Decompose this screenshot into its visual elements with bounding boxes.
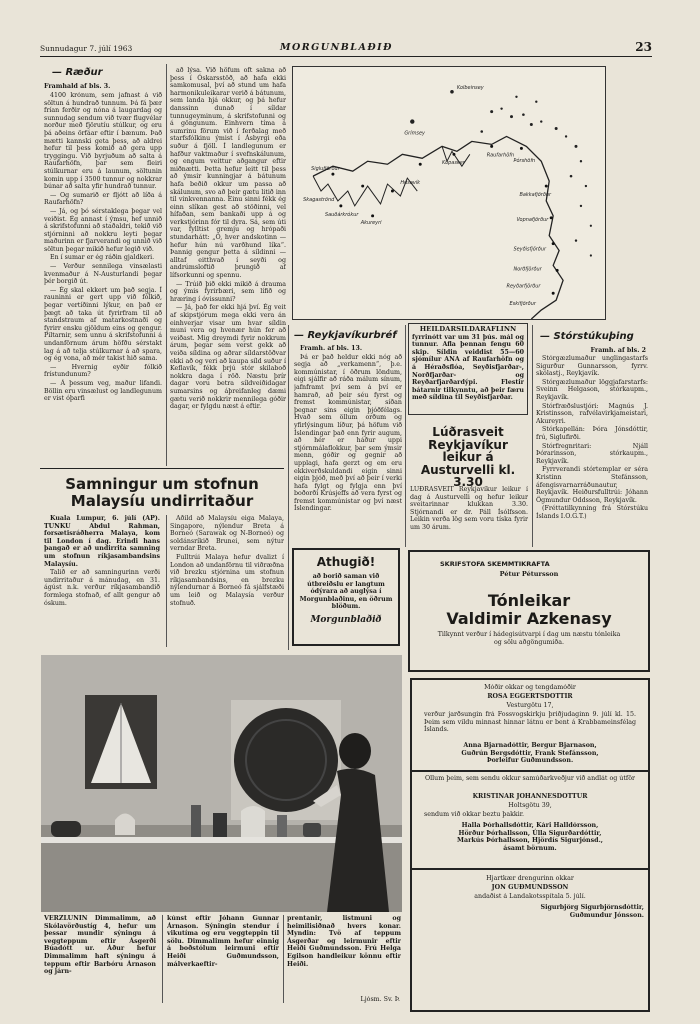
obit2-body: sendum við okkar beztu þakkir. bbox=[424, 811, 525, 818]
obit1-address: Vesturgötu 17, bbox=[506, 702, 554, 709]
storstukuping-paragraph: (Fréttatilkynning frá Stórstúku Íslands I.O.G.T.) bbox=[536, 505, 648, 520]
obit2-signer: Hörður Þórhallsson, Úlla Sigurðardóttir, bbox=[458, 829, 602, 837]
raedur-paragraph: — Á þessum veg, maður lifandi. Böllin eru vinsælust og landlegunum er vist óþarfi bbox=[44, 379, 162, 403]
storstukuping-paragraph: Stórfregnritari: Njáll Þórarinsson, stórkaupm., Reykjavík. bbox=[536, 442, 648, 465]
obit3-intro: Hjartkær drengurinn okkar bbox=[486, 875, 574, 882]
obit2-signer: ásamt börnum. bbox=[503, 844, 557, 852]
raedur-paragraph: En í sumar er ég ráðin gjaldkeri. bbox=[50, 254, 155, 262]
column-rule bbox=[405, 325, 406, 547]
athugid-heading: Athugið! bbox=[316, 555, 376, 569]
obit1-signer: Þorleifur Guðmundsson. bbox=[486, 757, 574, 765]
column-rule bbox=[166, 515, 167, 647]
raedur-paragraph: — Já, það fer ekki hjá því. Ég veit af skipstjórum mega ekki vera án einhverjar visar um hvar síldin muni vera og hvenær hún fer að veiðast. Mig dreymdi fyrir nokkrum árum, þegar sem verst gekk að veiða síldina og aðrar síldarstöðvar ekki að og veri að kaupa síld suður í Keflavík, fékk þrjú stór skilaboð nokkra daga í röð. Næstu þrír dagar voru betra síldveiðidagar sumarsins og áþreifanleg dæmi gætu verið nokkrir mennilega góðir dagar, er fylgdu næst á eftir. bbox=[170, 304, 286, 411]
obit3-body: andaðist á Landakotsspítala 5. júlí. bbox=[474, 893, 586, 900]
sildarafli-box bbox=[408, 323, 528, 415]
obit2-signers bbox=[414, 822, 646, 852]
raedur-paragraph: — Hvernig eyðir fólkið frístundunum? bbox=[44, 363, 162, 379]
column-rule bbox=[166, 64, 167, 466]
obit1-signer: Guðrún Bergsdóttir, Frank Stefánsson, bbox=[461, 749, 599, 757]
obit1-signer: Anna Bjarnadóttir, Bergur Bjarnason, bbox=[463, 742, 597, 749]
raedur-paragraph: — Trúið þið ekki mikið á drauma og ýmis fyrirbæri, sem lífið og hræring í óvissunni? bbox=[170, 280, 286, 303]
raedur-paragraph: að lýsa. Við höfum oft sakna að þess í Óskarsstöð, að hafa ekki samkomusal, því að stund um hafa harmonikuleikarar verið á bátunum, sem landa hjá okkur, og þá hefur danssinn dunað í síldar tunnugeyminum, á skrifstofunni og á göngunum. Einhvern tíma á sumrinu förum við í ferðalag með starfsfólkinu ýmist í Ásbyrgi eða suður á fjöll. Í landlegunum er hafður vaktmaður í svefnskálunum, og engum veittur aðgangur eftir miðnætti. Þetta hefur leitt til þess að ýmsir kunningjar á bátunum hafa beðið okkur um passa að skálunum, svo að þeir gætu litið inn til vinkvennanna. Einu sinni fékk ég einn slíkan gest að stöðinni, vel hífaðan, sem bankaði upp á og verkstjórinn fór til dyra. Sá, sem úti var, fylltist gremju og hrópaði stundarhátt: „Ó, hver andskotinn — hefur hún nú varðhund líka“. Þannig gengur þetta á síldinni — alltaf eitthvað í seyði og andrúmsloftið þrungið af lífsorkunni og spennu. bbox=[170, 67, 286, 280]
malaysia-headline-line1: Samningur um stofnun bbox=[65, 475, 259, 493]
athugid-ad bbox=[292, 548, 400, 646]
map-label: Eskifjörður bbox=[509, 301, 536, 308]
obit3-signer: Sigurbjörg Sigurbjörnsdóttir, bbox=[540, 904, 644, 911]
photo-caption-1 bbox=[44, 915, 156, 1005]
obit1-name: RÓSA EGGERTSDÓTTIR bbox=[487, 693, 573, 700]
masthead: MORGUNBLAÐIÐ bbox=[280, 42, 393, 53]
reykjavikurbref-kicker: Framh. af bls. 13. bbox=[300, 345, 363, 352]
map-label: Seyðisfjörður bbox=[513, 246, 547, 253]
sildarafli-body: fyrrinótt var um 31 þús. mál og tunnur. Afla þennan fengu 60 skip. Síldin veiddist 55—60 sjómílur ANA af Raufarhöfn og á Héraðsflóa, Seyðisfjarðar-, Norðfjarðar- og Reyðarfjarðardýpi. Flestir bátarnir tilkynntu, að þeir færu með síldina til Seyðisfjarðar. bbox=[412, 333, 524, 402]
map-northeast-iceland bbox=[292, 66, 606, 320]
storstukuping-paragraph: Stórfræðslustjóri: Magnús J. Kristinsson, rafvélavirkjameistari, Akureyri. bbox=[536, 402, 648, 425]
map-label: Grímsey bbox=[404, 130, 425, 137]
storstukuping-heading: — Stórstúkuþing bbox=[540, 331, 634, 342]
obit3-signer: Guðmundur Jónsson. bbox=[569, 911, 644, 919]
obit-divider bbox=[412, 868, 648, 870]
photo-caption-right: prentanir, listmuni og heimilisiðnað hvers konar. Myndin: Tvö af teppum Ásgerðar og leirmunir eftir Heiði Guðmundsson. Frú Helga Egilson handleikur könnu eftir Heiði. bbox=[287, 915, 401, 968]
storstukuping-paragraph: Stórkapellán: Þóra Jónsdóttir, frú, Siglufirði. bbox=[536, 426, 648, 441]
reykjavikurbref-body bbox=[294, 345, 402, 541]
map-label: Reyðarfjörður bbox=[506, 283, 541, 290]
photo-caption-2 bbox=[167, 915, 279, 1005]
tonleikar-ad bbox=[408, 550, 650, 672]
exhibition-photo bbox=[41, 655, 402, 912]
malaysia-paragraph: Fulltrúi Malaya hefur dvalizt í London að undanförnu til viðræðna við brezku stjórnina um stofnun ríkjasambandsins, en brezku nýlendurnar á Borneó fá sjálfstæði um leið og Malaysía verður stofnuð. bbox=[170, 553, 284, 607]
storstukuping-body bbox=[536, 355, 648, 545]
tonleikar-agent: Pétur Pétursson bbox=[499, 570, 559, 578]
photo-caption-3 bbox=[287, 915, 401, 995]
tonleikar-title: Tónleikar bbox=[487, 591, 571, 610]
obit2-signer: Markús Þórhallsson, Hjördís Sigurjónsd., bbox=[457, 837, 603, 845]
raedur-heading: — Ræður bbox=[52, 67, 103, 78]
athugid-body: að borið saman við útbreiðslu er langtum ódýrara að auglýsa í Morgunblaðinu, en öðrum blöðum. bbox=[299, 573, 393, 611]
map-label: Norðfjörður bbox=[513, 266, 542, 273]
map-label: Vopnafjörður bbox=[516, 216, 549, 223]
map-label: Akureyri bbox=[360, 219, 382, 226]
storstukuping-paragraph: Fyrrverandi stórtemplar er séra Kristinn Stefánsson, áfengisvarnarráðunautur, Reykjavík. Heiðursfulltrúi: Jóhann Ögmundur Oddsson, Reykjavík. bbox=[536, 466, 648, 504]
raedur-paragraph: — Ég skal ekkert um það segja. Í rauninni er gert upp við fólkið, þegar vertíðinni lýkur, en það er þægt að taka út fyrirfram til að standstraum af matarkostnaði og fyrirr ensku gjöldum eins og gengur. Piltarnir, sem unnu á skrifstofunni á undanförnum árum höfðu sérstakt lag á að telja stúlkurnar á að spara, og ég vona, að mér takist hið sama. bbox=[44, 286, 162, 363]
ludrasveit-body: LÚÐRASVEIT Reykjavíkur leikur í dag á Austurvelli og hefur leikur sveitarinnar klukkan 3.30. Stjórnandi er dr. Páll Ísólfsson. Leikin verða lög sem voru tíska fyrir um 30 árum. bbox=[410, 486, 528, 531]
raedur-column-1 bbox=[44, 92, 162, 470]
storstukuping-kicker: Framh. af bls. 2 bbox=[590, 347, 646, 354]
header-rule bbox=[40, 56, 652, 57]
raedur-paragraph: — Og sumarið er fljótt að líða á Raufarhöfn? bbox=[44, 191, 162, 207]
malaysia-paragraph: Aðild að Malaysíu eiga Malaya, Singapore, nýlendur Breta á Borneó (Sarawak og N-Borneó) og soldánsríkið Brunei, sem nýtur verndar Breta. bbox=[170, 515, 284, 553]
obit1-signers bbox=[414, 742, 646, 765]
map-label: Kolbeinsey bbox=[456, 84, 484, 91]
page-number: 23 bbox=[635, 40, 652, 54]
sildarafli-heading: HEILDARSÍLDARAFLINN bbox=[419, 326, 517, 333]
map-label: Húsavík bbox=[400, 180, 421, 187]
photo-caption-middle: kúnst eftir Jóhann Gunnar Árnason. Sýningin stendur í vikutíma og eru veggteppin til sölu. Dimmalimm hefur einnig á boðstólum leirmuni eftir Heiði Guðmundsson, málverkaeftir- bbox=[167, 915, 279, 968]
column-rule bbox=[288, 325, 289, 650]
reykjavikurbref-heading: — Reykjavíkurbréf bbox=[294, 330, 397, 341]
tonleikar-artist: Valdimir Azkenasy bbox=[446, 609, 612, 628]
raedur-column-2 bbox=[170, 67, 286, 466]
malaysia-paragraph: Talið er að samningurinn verði undirritaður á mánudag, en 31. ágúst n.k. verður ríkjasambandið formlega stofnað, ef allt gengur að óskum. bbox=[44, 569, 160, 607]
malaysia-headline bbox=[40, 476, 284, 510]
raedur-paragraph: 4100 krónum, sem jafnast á við söltun á hundrað tunnum. Þá fá þær frían ferðir og nóna á laugardag og sunnudag sendum við tvær flugvélar norður með fjörutíu stúlkur, og eru þá aðeins örfáar eftir í bænum. Það mætti kannski geta þess, að aldrei hefur til þess komið að gera upp tryggingu. Við byrjuðum að salta á Raufarhöfn, þar sem fleiri stúlkurnar eru á launum, söltunin komin upp í 3500 tunnur og nokkrar búnar að salta yfir hundrað tunnur. bbox=[44, 92, 162, 191]
athugid-logo: Morgunblaðið bbox=[310, 615, 382, 625]
map-label: Raufarhöfn bbox=[486, 152, 515, 159]
obit2-intro: Öllum þeim, sem sendu okkur samúðarkveðjur við andlát og útför bbox=[424, 775, 635, 782]
tonleikar-agency: SKRIFSTOFA SKEMMTIKRAFTA bbox=[440, 560, 550, 568]
reykjavikurbref-paragraph: Þá er það heldur ekki nóg að segja að „verkamenn“, þ.e. kommúnistar, í öðrum löndum, eigi sjálfir að ráða málum sínum, jafnframt því sem á því er hamrað, að þeir séu fyrst og fremst kommúnistar, síðan þegnar sins eigin þjóðfélags. Hvað sem öllum orðum og yfirlýsingum líður, þá höfum við Íslendingar það enn fyrir augum, að hér er háður uppi stjórnmálaflokkur, þar sem ýmsir menn, góðir og gegnir að upplagi, hafa gerzt og em eru ekkiverðskuldandi eigin sinni eigin þjóð, með því að þeir í verki hafa fylgt og fylgja enn því boðorði Krúsjeffs að vera fyrst og fremst kommúnistar og því næst Íslendingar. bbox=[294, 353, 402, 513]
obit2-signer: Halla Þórhallsdóttir, Kári Halldórsson, bbox=[461, 822, 599, 829]
obit3-signers bbox=[520, 904, 644, 919]
map-label: Skagaströnd bbox=[303, 196, 335, 203]
section-rule bbox=[40, 468, 284, 469]
ludrasveit-headline: Lúðrasveit Reykjavíkur leikur á Austurvelli kl. 3.30 bbox=[420, 425, 516, 489]
map-label: Siglufjörður bbox=[311, 166, 340, 173]
obit-divider bbox=[412, 770, 648, 772]
malaysia-lead: Kuala Lumpur, 6. júlí (AP). TUNKU Abdul Rahman, forsætisráðherra Malaya, kom til London í dag. Erindi hans þangað er að undirrita samning um stofnun ríkjasambandsins Malaysíu. bbox=[44, 515, 160, 568]
obit2-name: KRISTÍNAR JÓHANNESDÓTTUR bbox=[472, 793, 588, 800]
malaysia-column-1 bbox=[44, 515, 160, 649]
map-label: Þórshöfn bbox=[513, 158, 536, 165]
obit3-name: JÓN GUÐMUNDSSON bbox=[491, 884, 569, 891]
malaysia-column-2 bbox=[170, 515, 284, 649]
obit1-intro: Móðir okkar og tengdamóðir bbox=[484, 684, 576, 691]
map-label: Sauðárkrókur bbox=[324, 211, 359, 218]
map-label: Kópasker bbox=[442, 160, 465, 167]
malaysia-headline-line2: Malaysíu undirritaður bbox=[70, 492, 254, 510]
column-rule bbox=[283, 915, 284, 1003]
obit1-body: verður jarðsungin frá Fossvogskirkju þriðjudaginn 9. júlí kl. 15. Þeim sem vildu minnast hinnar látnu er bent á Krabbameinsfélag Íslands. bbox=[424, 711, 636, 734]
storstukuping-paragraph: Stórgæzlumaður unglingastarfs Sigurður Gunnarsson, fyrrv. skólastj., Reykjavík. bbox=[536, 355, 648, 378]
obit2-address: Holtsgötu 39, bbox=[508, 802, 552, 809]
storstukuping-paragraph: Stórgæzlumaður löggjafarstarfs: Sveinn Helgason, stórkaupm., Reykjavík. bbox=[536, 378, 648, 401]
map-label: Bakkafjörður bbox=[519, 191, 552, 198]
raedur-paragraph: — Já, og þó sérstaklega þegar vel veiðist. Ég annast í ýmsu, hef unnið á skrifstofunni að staðaldri, tekið við stjórninni að nokkru leyti þegar maðurinn er fjarverandi og unnið við söltun þegar mikið hefur legið við. bbox=[44, 207, 162, 253]
raedur-kicker: Framhald af bls. 3. bbox=[44, 83, 111, 90]
raedur-paragraph: — Verður sennilega vinsælasti kvenmaður á N-Austurlandi þegar þér borgið út. bbox=[44, 263, 162, 286]
tonleikar-note: Tilkynnt verður í hádegisútvarpi í dag um næstu tónleika og sölu aðgöngumiða. bbox=[437, 631, 621, 646]
issue-date: Sunnudagur 7. júlí 1963 bbox=[40, 44, 133, 53]
photo-credit: Ljósm. Sv. Þ. bbox=[360, 996, 400, 1003]
photo-caption-lead: VERZLUNIN Dimmalimm, að Skólavörðustíg 4, hefur um þessar mundir sýningu á veggteppum eftir Ásgerði Búadótt ur. Áður hefur Dimmalimm haft sýningu á teppum eftir Barbóru Árnason og járn- bbox=[44, 915, 156, 976]
column-rule bbox=[532, 325, 533, 547]
column-rule bbox=[162, 915, 163, 1003]
